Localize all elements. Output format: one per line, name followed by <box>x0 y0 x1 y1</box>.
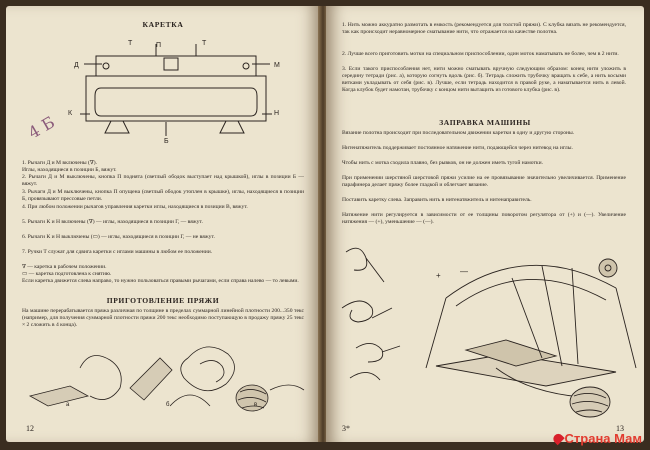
figure-label-v: в <box>254 402 258 408</box>
diagram-label-m: М <box>274 62 280 69</box>
carriage-para-7: 6. Рычаги К и Н выключены (▭) — иглы, находящиеся в позиции Г, — не вяжут. <box>22 234 215 240</box>
svg-text:+: + <box>436 271 441 280</box>
threading-para-6: Натяжение нити регулируется в зависимости от ее толщины поворотом регулятора от (+) и (—). Увеличение натяжения — (+), уменьшение — (—). <box>342 212 626 226</box>
diagram-label-n: Н <box>274 110 280 117</box>
yarn-paragraph: На машине перерабатывается пряжа различная по толщине в пределах суммарной линейной плотности 200...350 текс (например, для получения суммарной плотности пряжи 200 текс необходимо поступающую в продажу пряжу 25 текс × 2 сложить в 4 конца). <box>22 308 304 329</box>
carriage-title: КАРЕТКА <box>142 20 184 29</box>
figure-label-a: а <box>66 402 70 408</box>
carriage-para-5: 4. При любом положении рычагов управления каретки иглы, находящиеся в позиции В, вяжут. <box>22 204 248 210</box>
right-page <box>326 6 644 442</box>
yarn-winding-figures <box>20 328 310 418</box>
carriage-para-3: 2. Рычаги Д и М выключены, кнопка П поднята (светлый ободок выступает над крышкой), иглы в позиции Б — вяжут. <box>22 174 304 188</box>
diagram-label-p: П <box>156 42 162 49</box>
svg-text:—: — <box>460 267 468 276</box>
diagram-label-d: Д <box>74 62 79 69</box>
diagram-label-k: К <box>68 110 73 117</box>
carriage-para-9: ∇ — каретка в рабочем положении. <box>22 264 107 270</box>
threading-para-4: При применении шерстяной шерстовой пряжи усилие на ее провязывание значительно увеличивается. Применение парафинера делает пряжу более гладкой и облегчает вязание. <box>342 175 626 189</box>
threading-para-1: Вязание полотна происходит при последовательном движении каретки в одну и другую стороны. <box>342 130 575 136</box>
carriage-diagram <box>66 36 286 156</box>
right-para-2: 2. Лучше всего приготовить мотки на специальном приспособлении, один моток наматывать не более, чем в 2 нити. <box>342 51 619 57</box>
carriage-para-10: ▭ — каретка подготовлена к снятию. <box>22 271 112 277</box>
page-number-right: 13 <box>616 424 624 433</box>
signature-mark: 3* <box>342 424 350 433</box>
watermark-logo <box>553 431 642 446</box>
watermark-brand-first: Страна <box>564 431 611 446</box>
left-page <box>6 6 320 442</box>
right-para-3: 3. Если такого приспособления нет, нити можно сматывать вручную следующим образом: конец нити уложить в середину тетради (рис. а), которую согнуть вдоль (рис. б). Тетрадь сложить трубочку вращать к себе, а нить косыми витками укладывать от себя (рис. в). Лучше, если тетрадь находится в правой руке, а наматывается нить в левой. Когда клубок будет намотан, трубочку с концом нити вытащить из готового клубка (рис. в). <box>342 66 626 94</box>
carriage-para-2: Иглы, находящиеся в позиции Б, вяжут. <box>22 167 117 173</box>
diagram-label-t2: Т <box>202 40 207 47</box>
page-number-left: 12 <box>26 424 34 433</box>
threading-para-2: Нитенатяжитель поддерживает постоянное натяжение нити, подающейся через нитевод на иглы. <box>342 145 573 151</box>
threading-title: ЗАПРАВКА МАШИНЫ <box>439 118 531 127</box>
handwritten-mark: 4 Б <box>25 112 58 143</box>
heart-icon <box>551 432 564 445</box>
right-para-1: 1. Нить можно аккуратно размотать в емкость (рекомендуется для толстой пряжи). С клубка вязать не рекомендуется, так как происходит неравномерное сматывание нити, что отражается на качестве полотна. <box>342 22 626 36</box>
diagram-label-t1: Т <box>128 40 133 47</box>
threading-para-5: Поставить каретку слева. Заправить нить в нитенатяжитель и нитенаправитель. <box>342 197 532 203</box>
threading-illustration <box>326 238 644 428</box>
carriage-para-1: 1. Рычаги Д и М включены (∇). <box>22 160 98 166</box>
figure-label-b: б <box>166 402 170 408</box>
threading-para-3: Чтобы нить с мотка сходила плавно, без рывков, он не должен иметь тугой намотки. <box>342 160 544 166</box>
yarn-title: ПРИГОТОВЛЕНИЕ ПРЯЖИ <box>106 296 220 305</box>
carriage-para-4: 3. Рычаги Д и М выключены, кнопка П опущена (светлый ободок утоплен в крышке), иглы, находящиеся в позиции Б, провязывают прессовые петли. <box>22 189 304 203</box>
carriage-para-11: Если каретка движется слева направо, то нужно пользоваться правыми рычагами, если справа налево — то левыми. <box>22 278 299 284</box>
carriage-para-8: 7. Ручки Т служат для сдвига каретки с иглами машины в любом ее положении. <box>22 249 213 255</box>
watermark-brand-second: Мам <box>614 431 642 446</box>
diagram-label-b: Б <box>164 138 169 145</box>
carriage-para-6: 5. Рычаги К и Н включены (∇) — иглы, находящиеся в позиции Г, — вяжут. <box>22 219 203 225</box>
